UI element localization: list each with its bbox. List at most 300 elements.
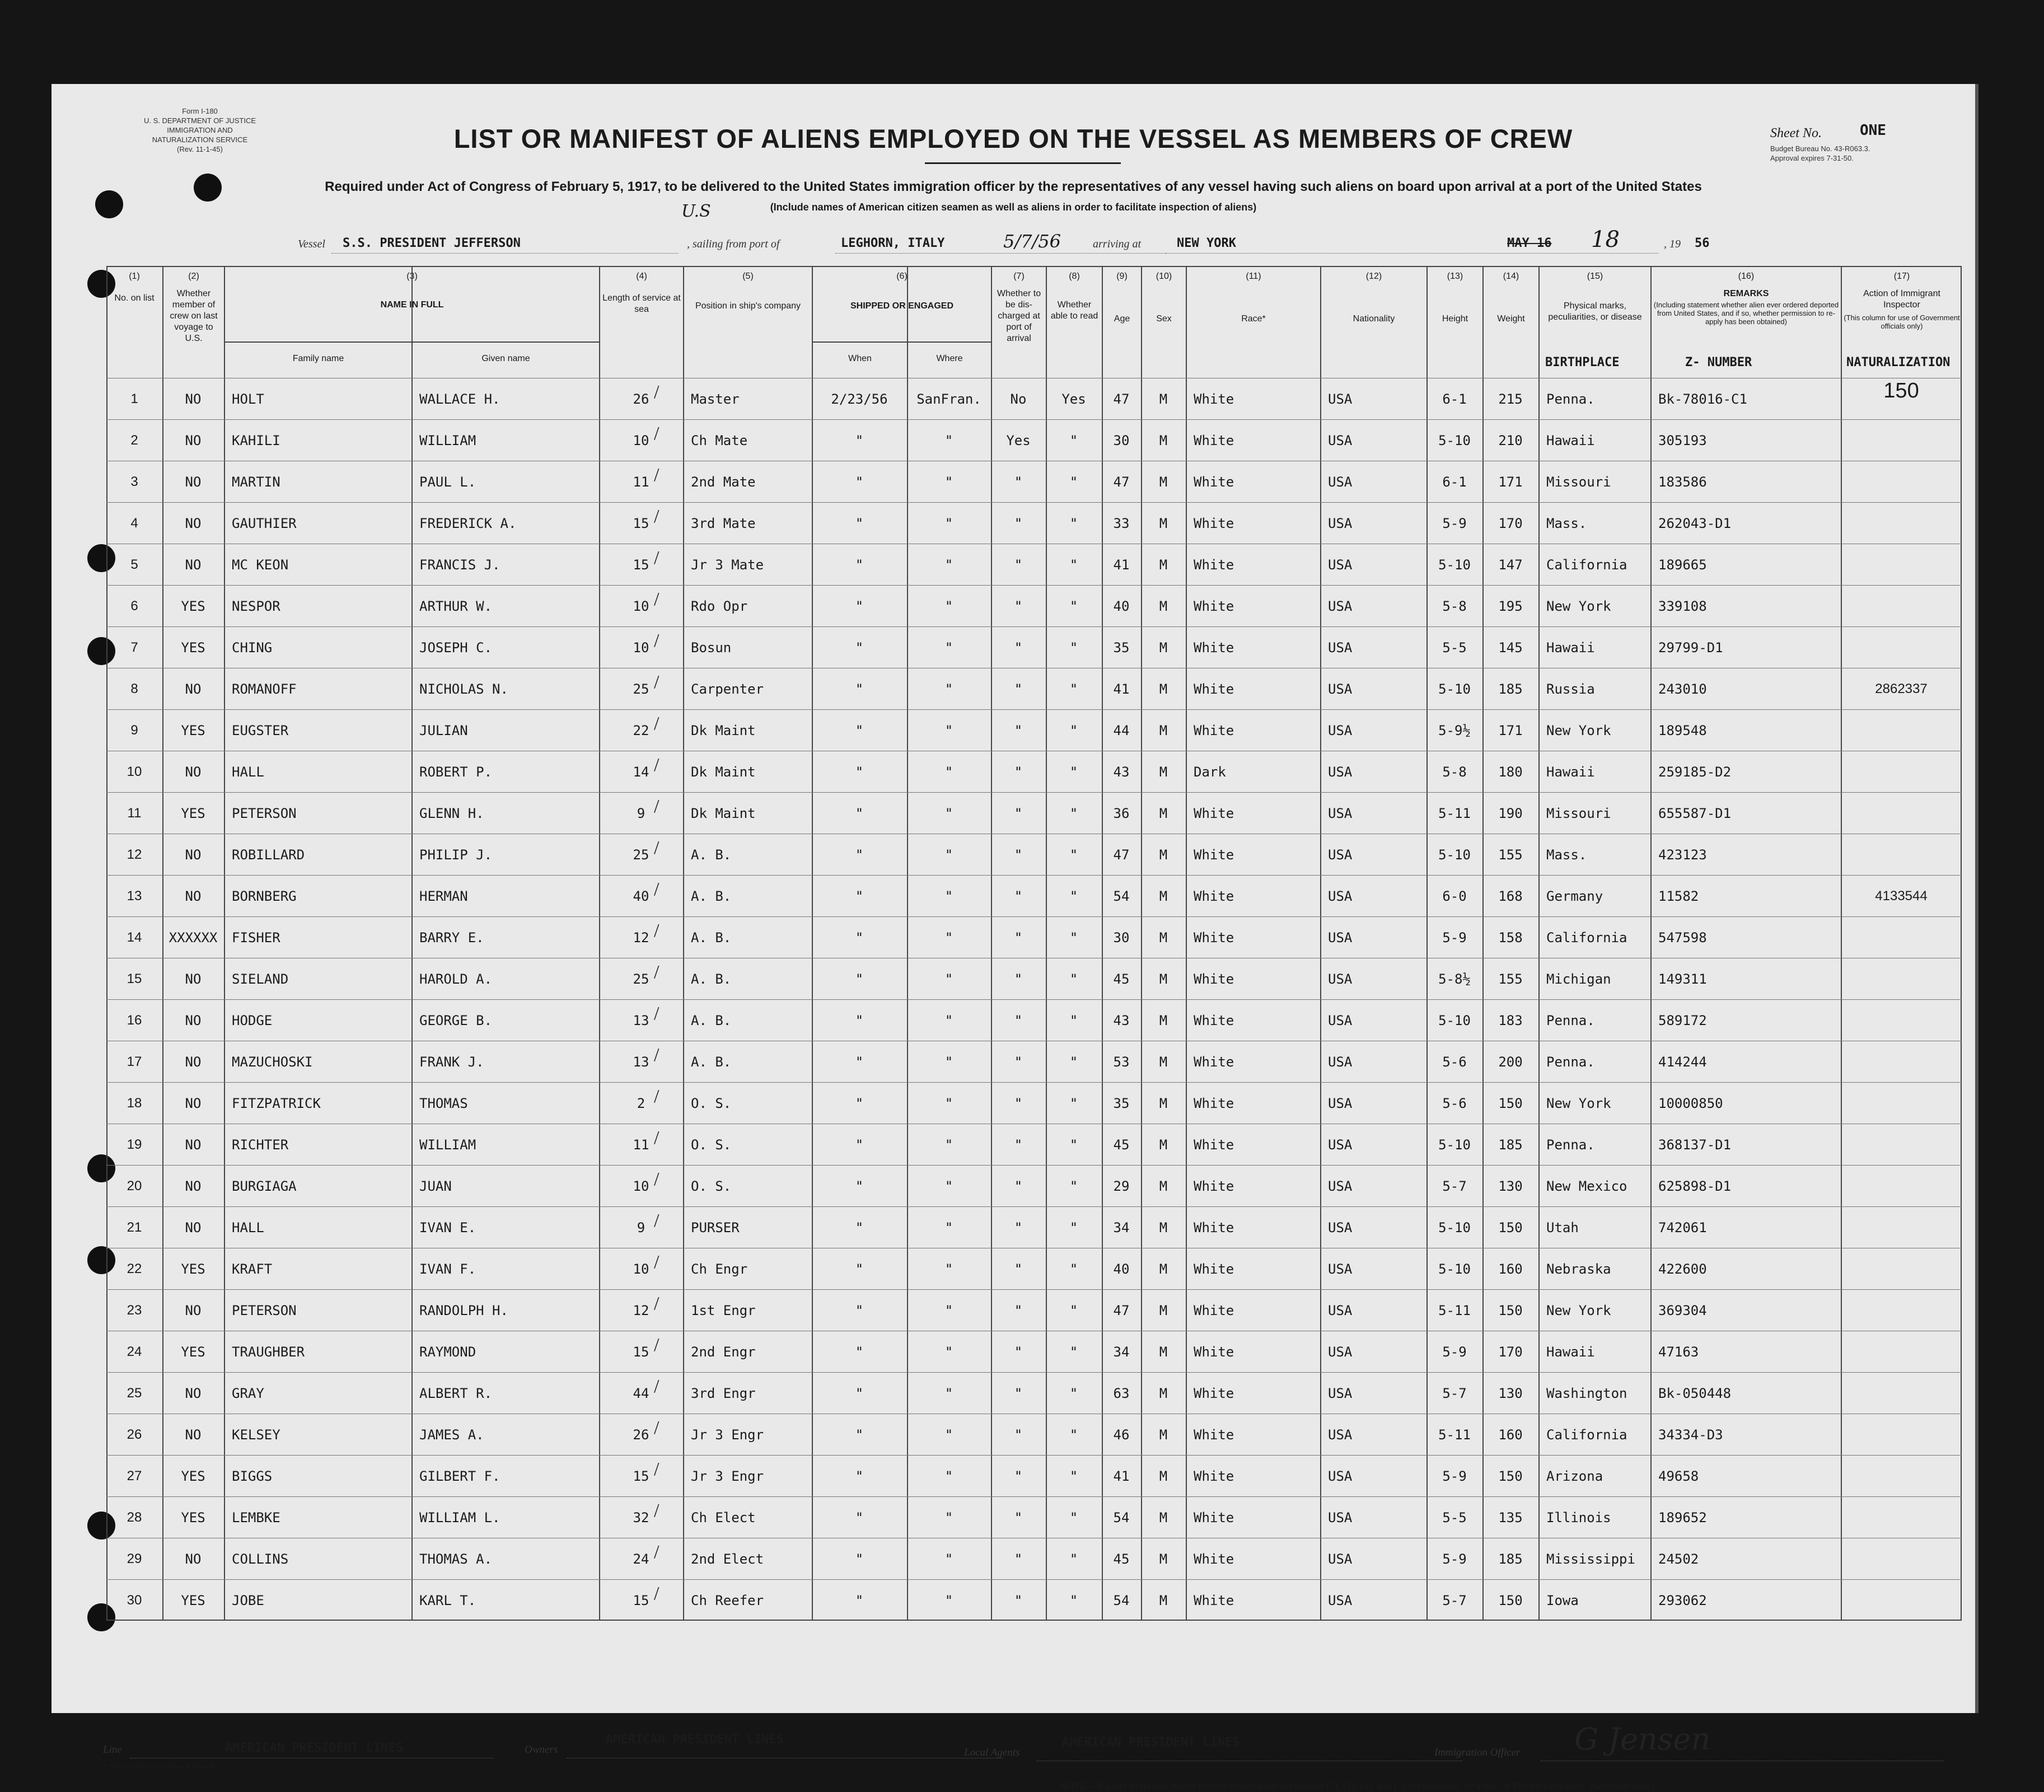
cell-naturalization — [1841, 1041, 1962, 1083]
cell-read: " — [1069, 433, 1078, 448]
cell-weight: 171 — [1498, 723, 1523, 738]
include-text: (Include names of American citizen seamen as well as aliens in order to facilitate inspection of aliens) — [770, 202, 1257, 213]
check-mark: / — [654, 382, 659, 403]
cell-weight: 215 — [1498, 391, 1523, 407]
cell-no: 25 — [127, 1386, 142, 1401]
cell-birthplace: New York — [1546, 598, 1611, 614]
cell-naturalization — [1841, 1290, 1962, 1331]
cell-naturalization — [1841, 710, 1962, 751]
cell-discharged: " — [1014, 1261, 1023, 1277]
cell-naturalization — [1841, 461, 1962, 503]
cell-birthplace: Arizona — [1546, 1468, 1603, 1484]
cell-naturalization — [1841, 1456, 1962, 1497]
cell-age: 47 — [1113, 847, 1130, 863]
check-mark: / — [654, 423, 659, 444]
cell-race: White — [1194, 888, 1234, 904]
check-mark: / — [654, 506, 659, 527]
cell-where: " — [944, 1510, 953, 1526]
cell-naturalization — [1841, 1166, 1962, 1207]
table-row — [106, 1165, 1962, 1207]
check-mark: / — [654, 1045, 659, 1065]
cell-weight: 150 — [1498, 1468, 1523, 1484]
cell-sex: M — [1159, 888, 1168, 904]
cell-sex: M — [1159, 598, 1168, 614]
cell-naturalization — [1841, 586, 1962, 627]
cell-no: 14 — [127, 930, 142, 945]
cell-z: 243010 — [1658, 681, 1707, 697]
vessel-name: S.S. PRESIDENT JEFFERSON — [343, 236, 521, 250]
cell-discharged: " — [1014, 1096, 1023, 1111]
cell-where: " — [944, 806, 953, 821]
cell-no: 12 — [127, 847, 142, 862]
cell-nat: USA — [1328, 1427, 1353, 1443]
cell-position: Dk Maint — [691, 806, 756, 821]
cell-race: White — [1194, 1013, 1234, 1028]
cell-service: 9 — [637, 806, 646, 821]
cell-read: " — [1069, 474, 1078, 490]
cell-discharged: " — [1014, 598, 1023, 614]
from-port: LEGHORN, ITALY — [841, 236, 945, 250]
cell-z: 34334-D3 — [1658, 1427, 1723, 1443]
cell-nat: USA — [1328, 764, 1353, 780]
col-header-family-name: Family name — [224, 341, 411, 378]
cell-race: White — [1194, 640, 1234, 656]
cell-where: " — [944, 433, 953, 448]
cell-weight: 145 — [1498, 640, 1523, 656]
cell-read: " — [1069, 1261, 1078, 1277]
cell-last: NO — [185, 1427, 202, 1443]
cell-age: 43 — [1113, 764, 1130, 780]
arrival-date-written: 18 — [1591, 227, 1620, 252]
cell-given: JUAN — [419, 1178, 452, 1194]
cell-family: MAZUCHOSKI — [232, 1054, 313, 1070]
col-header-height: (13) Height — [1426, 266, 1482, 378]
cell-given: GEORGE B. — [419, 1013, 493, 1028]
cell-weight: 210 — [1498, 433, 1523, 448]
cell-discharged: " — [1014, 1303, 1023, 1318]
cell-service: 25 — [633, 971, 649, 987]
cell-last: NO — [185, 1551, 202, 1567]
cell-discharged: " — [1014, 806, 1023, 821]
cell-nat: USA — [1328, 847, 1353, 863]
cell-height: 5-5 — [1442, 640, 1467, 656]
cell-last: YES — [181, 723, 205, 738]
col-header-where: Where — [907, 341, 991, 378]
cell-last: NO — [185, 1386, 202, 1401]
cell-birthplace: California — [1546, 930, 1627, 946]
cell-discharged: " — [1014, 764, 1023, 780]
cell-age: 54 — [1113, 888, 1130, 904]
cell-sex: M — [1159, 433, 1168, 448]
cell-last: YES — [181, 1468, 205, 1484]
cell-family: GAUTHIER — [232, 516, 297, 531]
cell-race: White — [1194, 1344, 1234, 1360]
cell-service: 26 — [633, 1427, 649, 1443]
cell-birthplace: Mass. — [1546, 516, 1587, 531]
check-mark: / — [654, 796, 659, 817]
cell-height: 5-11 — [1438, 1303, 1471, 1318]
cell-given: WILLIAM — [419, 1137, 476, 1153]
cell-z: 29799-D1 — [1658, 640, 1723, 656]
cell-position: Jr 3 Engr — [691, 1468, 764, 1484]
cell-discharged: " — [1014, 1551, 1023, 1567]
cell-z: 655587-D1 — [1658, 806, 1732, 821]
cell-when: " — [855, 1054, 864, 1070]
arriving-label: arriving at — [1093, 238, 1142, 250]
cell-service: 15 — [633, 516, 649, 531]
cell-sex: M — [1159, 1220, 1168, 1236]
cell-birthplace: Penna. — [1546, 1013, 1595, 1028]
cell-birthplace: Hawaii — [1546, 1344, 1595, 1360]
cell-family: FITZPATRICK — [232, 1096, 321, 1111]
cell-given: HERMAN — [419, 888, 468, 904]
cell-given: FRANK J. — [419, 1054, 484, 1070]
cell-z: 189665 — [1658, 557, 1707, 573]
cell-service: 11 — [633, 1137, 649, 1153]
cell-race: White — [1194, 433, 1234, 448]
title-underline — [925, 162, 1121, 164]
cell-service: 44 — [633, 1386, 649, 1401]
cell-age: 40 — [1113, 598, 1130, 614]
cell-sex: M — [1159, 1096, 1168, 1111]
cell-race: White — [1194, 1054, 1234, 1070]
cell-no: 22 — [127, 1261, 142, 1276]
cell-sex: M — [1159, 806, 1168, 821]
col-header-sex: (10) Sex — [1141, 266, 1186, 378]
check-mark: / — [654, 920, 659, 941]
cell-where: " — [944, 1054, 953, 1070]
cell-when: " — [855, 681, 864, 697]
cell-where: " — [944, 971, 953, 987]
cell-z: 547598 — [1658, 930, 1707, 946]
cell-where: " — [944, 1303, 953, 1318]
table-row — [106, 378, 1962, 420]
cell-age: 30 — [1113, 930, 1130, 946]
cell-position: PURSER — [691, 1220, 740, 1236]
cell-service: 25 — [633, 681, 649, 697]
cell-age: 53 — [1113, 1054, 1130, 1070]
cell-z: 47163 — [1658, 1344, 1699, 1360]
cell-race: White — [1194, 1261, 1234, 1277]
cell-read: " — [1069, 1013, 1078, 1028]
cell-where: " — [944, 1427, 953, 1443]
cell-service: 15 — [633, 1468, 649, 1484]
col-header-weight: (14) Weight — [1482, 266, 1538, 378]
cell-naturalization — [1841, 1373, 1962, 1414]
cell-height: 5-8½ — [1438, 971, 1471, 987]
check-mark: / — [654, 713, 659, 734]
cell-weight: 171 — [1498, 474, 1523, 490]
cell-height: 5-10 — [1438, 681, 1471, 697]
cell-when: " — [855, 764, 864, 780]
cell-nat: USA — [1328, 1551, 1353, 1567]
cell-z: 305193 — [1658, 433, 1707, 448]
cell-where: " — [944, 1468, 953, 1484]
cell-discharged: " — [1014, 1427, 1023, 1443]
agents-value: AMERICAN PRESIDENT LINES — [1062, 1735, 1240, 1749]
cell-when: " — [855, 723, 864, 738]
cell-no: 21 — [127, 1220, 142, 1235]
cell-where: SanFran. — [916, 391, 981, 407]
cell-family: BURGIAGA — [232, 1178, 297, 1194]
cell-last: YES — [181, 806, 205, 821]
cell-when: " — [855, 1551, 864, 1567]
cell-height: 6-1 — [1442, 391, 1467, 407]
cell-given: HAROLD A. — [419, 971, 493, 987]
cell-sex: M — [1159, 1551, 1168, 1567]
cell-naturalization — [1841, 503, 1962, 544]
cell-where: " — [944, 1593, 953, 1608]
cell-race: White — [1194, 516, 1234, 531]
cell-where: " — [944, 1344, 953, 1360]
check-mark: / — [654, 548, 659, 568]
cell-weight: 170 — [1498, 516, 1523, 531]
cell-last: NO — [185, 516, 202, 531]
cell-position: O. S. — [691, 1178, 732, 1194]
cell-height: 5-7 — [1442, 1386, 1467, 1401]
col-header-name: (3) NAME IN FULL — [224, 266, 599, 378]
cell-height: 5-11 — [1438, 806, 1471, 821]
cell-height: 5-8 — [1442, 598, 1467, 614]
cell-family: ROMANOFF — [232, 681, 297, 697]
cell-race: White — [1194, 930, 1234, 946]
cell-when: " — [855, 640, 864, 656]
cell-age: 54 — [1113, 1510, 1130, 1526]
cell-no: 9 — [130, 723, 138, 738]
cell-naturalization — [1841, 420, 1962, 461]
cell-when: " — [855, 557, 864, 573]
cell-no: 30 — [127, 1593, 142, 1608]
cell-sex: M — [1159, 723, 1168, 738]
cell-given: PHILIP J. — [419, 847, 493, 863]
cell-when: " — [855, 433, 864, 448]
cell-z: 369304 — [1658, 1303, 1707, 1318]
check-mark: / — [654, 1127, 659, 1148]
budget-bureau — [1770, 144, 1870, 163]
cell-nat: USA — [1328, 1054, 1353, 1070]
cell-z: Bk-050448 — [1658, 1386, 1732, 1401]
cell-height: 5-9 — [1442, 930, 1467, 946]
cell-when: 2/23/56 — [831, 391, 888, 407]
cell-no: 16 — [127, 1013, 142, 1028]
cell-discharged: " — [1014, 474, 1023, 490]
table-row — [106, 916, 1962, 958]
cell-height: 6-1 — [1442, 474, 1467, 490]
cell-birthplace: Utah — [1546, 1220, 1579, 1236]
table-row — [106, 958, 1962, 1000]
cell-given: THOMAS A. — [419, 1551, 493, 1567]
cell-age: 54 — [1113, 1593, 1130, 1608]
cell-when: " — [855, 1303, 864, 1318]
cell-given: FREDERICK A. — [419, 516, 517, 531]
cell-when: " — [855, 1261, 864, 1277]
cell-sex: M — [1159, 1137, 1168, 1153]
table-row — [106, 1124, 1962, 1166]
cell-where: " — [944, 1137, 953, 1153]
cell-family: PETERSON — [232, 1303, 297, 1318]
check-mark: / — [654, 1210, 659, 1231]
cell-last: NO — [185, 1220, 202, 1236]
col-header-last-voyage: (2) Whether member of crew on last voyage to U.S. — [162, 266, 224, 378]
cell-last: YES — [181, 1261, 205, 1277]
cell-position: 2nd Engr — [691, 1344, 756, 1360]
cell-height: 5-10 — [1438, 1137, 1471, 1153]
owners-value: AMERICAN PRESIDENT LINES — [606, 1733, 784, 1747]
cell-service: 9 — [637, 1220, 646, 1236]
cell-weight: 150 — [1498, 1593, 1523, 1608]
check-mark: / — [654, 589, 659, 610]
cell-family: COLLINS — [232, 1551, 289, 1567]
cell-z: 49658 — [1658, 1468, 1699, 1484]
cell-z: 10000850 — [1658, 1096, 1723, 1111]
crew-table — [106, 266, 1962, 1739]
cell-age: 47 — [1113, 1303, 1130, 1318]
cell-age: 35 — [1113, 640, 1130, 656]
cell-sex: M — [1159, 1593, 1168, 1608]
cell-sex: M — [1159, 930, 1168, 946]
cell-read: " — [1069, 1137, 1078, 1153]
cell-nat: USA — [1328, 1178, 1353, 1194]
cell-given: RANDOLPH H. — [419, 1303, 508, 1318]
cell-discharged: " — [1014, 723, 1023, 738]
cell-birthplace: Penna. — [1546, 1054, 1595, 1070]
cell-read: " — [1069, 847, 1078, 863]
cell-where: " — [944, 1013, 953, 1028]
table-row — [106, 1414, 1962, 1456]
cell-sex: M — [1159, 1468, 1168, 1484]
cell-given: GLENN H. — [419, 806, 484, 821]
cell-discharged: " — [1014, 888, 1023, 904]
table-row — [106, 626, 1962, 668]
cell-weight: 185 — [1498, 1137, 1523, 1153]
cell-last: NO — [185, 681, 202, 697]
cell-read: " — [1069, 1510, 1078, 1526]
cell-sex: M — [1159, 1013, 1168, 1028]
cell-service: 10 — [633, 1261, 649, 1277]
cell-sex: M — [1159, 391, 1168, 407]
cell-given: RAYMOND — [419, 1344, 476, 1360]
cell-service: 22 — [633, 723, 649, 738]
cell-position: O. S. — [691, 1137, 732, 1153]
cell-height: 5-6 — [1442, 1096, 1467, 1111]
table-row — [106, 1496, 1962, 1538]
cell-sex: M — [1159, 681, 1168, 697]
cell-position: 3rd Engr — [691, 1386, 756, 1401]
cell-nat: USA — [1328, 723, 1353, 738]
table-row — [106, 1455, 1962, 1497]
cell-sex: M — [1159, 971, 1168, 987]
table-row — [106, 1082, 1962, 1124]
cell-discharged: " — [1014, 516, 1023, 531]
form-number: Form I-180 — [182, 107, 218, 115]
cell-read: Yes — [1061, 391, 1086, 407]
cell-birthplace: New York — [1546, 1096, 1611, 1111]
cell-read: " — [1069, 806, 1078, 821]
cell-when: " — [855, 930, 864, 946]
cell-read: " — [1069, 1593, 1078, 1608]
cell-family: KRAFT — [232, 1261, 273, 1277]
cell-when: " — [855, 516, 864, 531]
col-header-age: (9) Age — [1102, 266, 1141, 378]
service: IMMIGRATION AND NATURALIZATION SERVICE — [152, 126, 248, 144]
cell-family: MC KEON — [232, 557, 289, 573]
cell-last: NO — [185, 557, 202, 573]
cell-nat: USA — [1328, 1386, 1353, 1401]
cell-family: HODGE — [232, 1013, 273, 1028]
cell-z: 262043-D1 — [1658, 516, 1732, 531]
cell-z: 11582 — [1658, 888, 1699, 904]
cell-discharged: " — [1014, 681, 1023, 697]
cell-sex: M — [1159, 474, 1168, 490]
cell-z: 189652 — [1658, 1510, 1707, 1526]
cell-age: 45 — [1113, 1137, 1130, 1153]
cell-no: 2 — [130, 433, 138, 448]
cell-read: " — [1069, 1178, 1078, 1194]
cell-where: " — [944, 847, 953, 863]
cell-read: " — [1069, 930, 1078, 946]
cell-service: 13 — [633, 1054, 649, 1070]
col-header-when: When — [812, 341, 907, 378]
cell-weight: 183 — [1498, 1013, 1523, 1028]
cell-age: 46 — [1113, 1427, 1130, 1443]
cell-where: " — [944, 598, 953, 614]
cell-where: " — [944, 474, 953, 490]
cell-race: Dark — [1194, 764, 1226, 780]
table-row — [106, 999, 1962, 1041]
cell-height: 5-10 — [1438, 847, 1471, 863]
cell-nat: USA — [1328, 1096, 1353, 1111]
check-mark: / — [654, 1335, 659, 1355]
cell-nat: USA — [1328, 888, 1353, 904]
cell-given: ROBERT P. — [419, 764, 493, 780]
cell-service: 11 — [633, 474, 649, 490]
cell-height: 5-9½ — [1438, 723, 1471, 738]
cell-read: " — [1069, 1344, 1078, 1360]
page-title: LIST OR MANIFEST OF ALIENS EMPLOYED ON THE VESSEL AS MEMBERS OF CREW — [453, 124, 1573, 153]
cell-position: 3rd Mate — [691, 516, 756, 531]
cell-height: 5-9 — [1442, 1551, 1467, 1567]
col-header-service: (4) Length of service at sea — [599, 266, 683, 378]
cell-service: 14 — [633, 764, 649, 780]
table-row — [106, 585, 1962, 627]
agents-label: Local Agents — [964, 1747, 1020, 1758]
cell-height: 5-9 — [1442, 1344, 1467, 1360]
table-row — [106, 461, 1962, 503]
cell-height: 5-5 — [1442, 1510, 1467, 1526]
cell-sex: M — [1159, 1178, 1168, 1194]
table-row — [106, 1206, 1962, 1248]
cell-race: White — [1194, 598, 1234, 614]
cell-last: NO — [185, 764, 202, 780]
check-mark: / — [654, 630, 659, 651]
cell-birthplace: Nebraska — [1546, 1261, 1611, 1277]
cell-race: White — [1194, 847, 1234, 863]
cell-sex: M — [1159, 516, 1168, 531]
cell-z: 339108 — [1658, 598, 1707, 614]
cell-naturalization — [1841, 1207, 1962, 1248]
cell-service: 15 — [633, 1344, 649, 1360]
penalty-note: NOTE.—Failure to furnish full or correct information in columns (3), (5), (6), and (7) is punishable by a fine of $10 for each alien. (See other side.) — [1059, 1780, 1655, 1791]
cell-weight: 190 — [1498, 806, 1523, 821]
cell-birthplace: Washington — [1546, 1386, 1627, 1401]
cell-nat: USA — [1328, 391, 1353, 407]
cell-birthplace: Mass. — [1546, 847, 1587, 863]
cell-naturalization — [1841, 1000, 1962, 1041]
cell-given: IVAN F. — [419, 1261, 476, 1277]
cell-last: YES — [181, 1593, 205, 1608]
cell-sex: M — [1159, 1386, 1168, 1401]
cell-service: 26 — [633, 391, 649, 407]
